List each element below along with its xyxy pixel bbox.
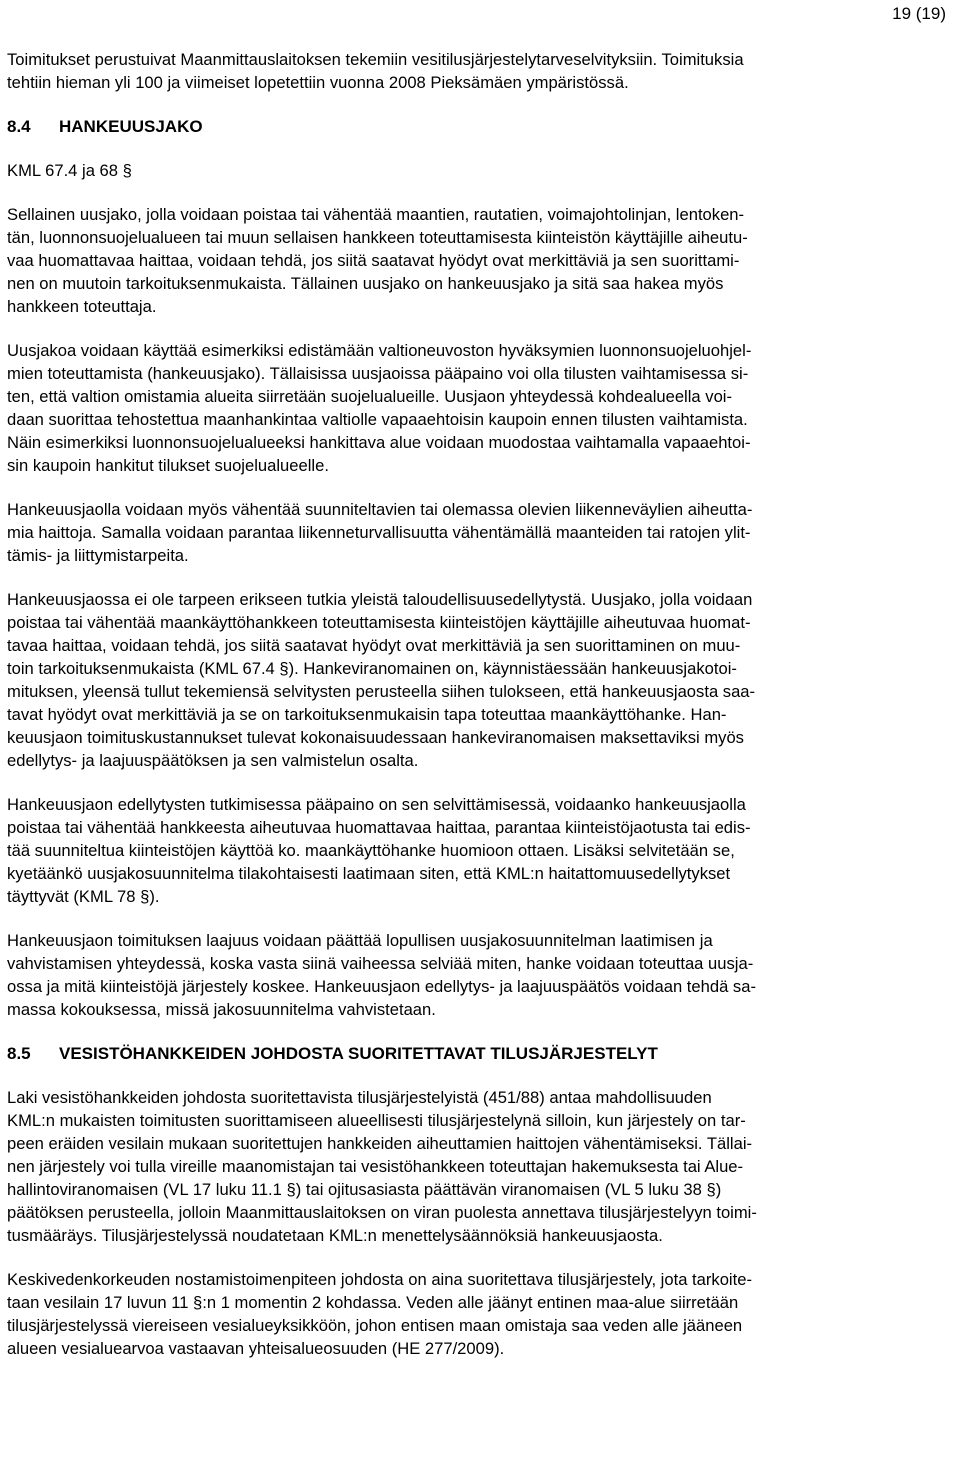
section-title: VESISTÖHANKKEIDEN JOHDOSTA SUORITETTAVAT TILUSJÄRJESTELYT: [59, 1044, 658, 1063]
text-line: peen eräiden vesilain mukaan suoritettujen hankkeiden aiheuttamien haittojen vähentämiseksi. Tällai-: [7, 1134, 753, 1153]
text-line: täyttyvät (KML 78 §).: [7, 887, 160, 906]
text-line: vaa huomattavaa haittaa, voidaan tehdä, jos siitä saatavat hyödyt ovat merkittäviä ja sen suorittami-: [7, 251, 740, 270]
text-line: ten, että valtion omistamia alueita siirretään suojelualueille. Uusjaon yhteydessä kohdealueella voi-: [7, 387, 733, 406]
section-heading-8-5: [7, 1042, 953, 1065]
text-line: tämis- ja liittymistarpeita.: [7, 546, 189, 565]
text-line: tavat hyödyt ovat merkittäviä ja se on tarkoituksenmukaisin tapa toteuttaa maankäyttöhanke. Han-: [7, 705, 727, 724]
paragraph: [7, 929, 953, 1021]
section-number: 8.5: [7, 1044, 31, 1063]
text-line: keuusjaon toimituskustannukset tulevat kokonaisuudessaan hankeviranomaisen maksettaviksi myös: [7, 728, 744, 747]
text-line: mia haittoja. Samalla voidaan parantaa liikenneturvallisuutta vähentämällä maanteiden tai ratojen ylit-: [7, 523, 751, 542]
text-line: vahvistamisen yhteydessä, koska vasta siinä vaiheessa selviää miten, hanke voidaan toteuttaa uusja-: [7, 954, 754, 973]
text-line: poistaa tai vähentää hankkeesta aiheutuvaa huomattavaa haittaa, parantaa kiinteistöjaotusta tai edis-: [7, 818, 751, 837]
text-line: Hankeuusjaossa ei ole tarpeen erikseen tutkia yleistä taloudellisuusedellytystä. Uusjako, jolla voidaan: [7, 590, 753, 609]
text-line: tehtiin hieman yli 100 ja viimeiset lopetettiin vuonna 2008 Pieksämäen ympäristössä.: [7, 73, 629, 92]
paragraph: [7, 203, 953, 318]
text-line: poistaa tai vähentää maankäyttöhankkeen toteuttamisesta kiinteistöjen käyttäjille aiheutuvaa huomat-: [7, 613, 751, 632]
text-line: Laki vesistöhankkeiden johdosta suoritettavista tilusjärjestelyistä (451/88) antaa mahdollisuuden: [7, 1088, 712, 1107]
text-line: Keskivedenkorkeuden nostamistoimenpiteen johdosta on aina suoritettava tilusjärjestely, jota tarkoite-: [7, 1270, 752, 1289]
text-line: hallintoviranomaisen (VL 17 luku 11.1 §) tai ojitusasiasta päättävän viranomaisen (VL 5 luku 38 §): [7, 1180, 722, 1199]
text-line: ossa ja mitä kiinteistöjä järjestely koskee. Hankeuusjaon edellytys- ja laajuuspäätös voidaan tehdä sa-: [7, 977, 756, 996]
text-line: alueen vesialuearvoa vastaavan yhteisalueosuuden (HE 277/2009).: [7, 1339, 505, 1358]
text-line: taan vesilain 17 luvun 11 §:n 1 momentin 2 kohdassa. Veden alle jäänyt entinen maa-alue siirretään: [7, 1293, 739, 1312]
text-line: tilusjärjestelyssä viereiseen vesialueyksikköön, johon entisen maan omistaja saa veden alle jääneen: [7, 1316, 743, 1335]
section-title: HANKEUUSJAKO: [59, 117, 203, 136]
paragraph: [7, 793, 953, 908]
paragraph: [7, 1268, 953, 1360]
page-number: 19 (19): [892, 4, 946, 23]
text-line: nen on muutoin tarkoituksenmukaista. Tällainen uusjako on hankeuusjako ja sitä saa hakea myös: [7, 274, 724, 293]
text-line: päätöksen perusteella, jolloin Maanmittauslaitoksen on viran puolesta annettava tilusjärjestelyyn toimi-: [7, 1203, 757, 1222]
text-line: Sellainen uusjako, jolla voidaan poistaa tai vähentää maantien, rautatien, voimajohtolinjan, lentoken-: [7, 205, 745, 224]
text-line: tää suunniteltua kiinteistöjen käyttöä ko. maankäyttöhanke huomioon ottaen. Lisäksi selvitetään se,: [7, 841, 735, 860]
text-line: Toimitukset perustuivat Maanmittauslaitoksen tekemiin vesitilusjärjestelytarveselvityksiin. Toimituksia: [7, 50, 744, 69]
paragraph: [7, 588, 953, 772]
text-line: Uusjakoa voidaan käyttää esimerkiksi edistämään valtioneuvoston hyväksymien luonnonsuojeluohjel-: [7, 341, 752, 360]
text-line: Hankeuusjaolla voidaan myös vähentää suunniteltavien tai olemassa olevien liikenneväylien aiheutta-: [7, 500, 753, 519]
text-line: Hankeuusjaon toimituksen laajuus voidaan päättää lopullisen uusjakosuunnitelman laatimisen ja: [7, 931, 713, 950]
text-line: toin tarkoituksenmukaista (KML 67.4 §). Hankeviranomainen on, käynnistäessään hankeuusjakotoi-: [7, 659, 737, 678]
text-line: nen järjestely voi tulla vireille maanomistajan tai vesistöhankkeen toteuttajan hakemuksesta tai Alue-: [7, 1157, 744, 1176]
text-line: mien toteuttamista (hankeuusjako). Tällaisissa uusjaoissa pääpaino voi olla tilusten vaihtamisessa si-: [7, 364, 749, 383]
text-line: KML:n mukaisten toimitusten suorittamiseen alueellisesti tilusjärjestelynä silloin, kun järjestely on tar-: [7, 1111, 746, 1130]
text-line: hankkeen toteuttaja.: [7, 297, 157, 316]
paragraph: [7, 498, 953, 567]
text-line: Hankeuusjaon edellytysten tutkimisessa pääpaino on sen selvittämisessä, voidaanko hankeuusjaolla: [7, 795, 746, 814]
text-line: massa kokouksessa, missä jakosuunnitelma vahvistetaan.: [7, 1000, 436, 1019]
paragraph: [7, 339, 953, 477]
text-line: tavaa haittaa, voidaan tehdä, jos siitä saatavat hyödyt ovat merkittäviä ja sen suorittaminen on muu-: [7, 636, 741, 655]
text-line: mituksen, yleensä tullut tekemiensä selvitysten perusteella siihen tulokseen, että hankeuusjaosta saa-: [7, 682, 756, 701]
section-number: 8.4: [7, 117, 31, 136]
intro-paragraph: [7, 48, 953, 94]
law-reference: KML 67.4 ja 68 §: [7, 161, 132, 180]
text-line: kyetäänkö uusjakosuunnitelma tilakohtaisesti laatimaan siten, että KML:n haitattomuusedellytykset: [7, 864, 731, 883]
text-line: Näin esimerkiksi luonnonsuojelualueeksi hankittava alue voidaan muodostaa vaihtamalla vapaaehtoi-: [7, 433, 751, 452]
document-body: [7, 48, 953, 1360]
text-line: tän, luonnonsuojelualueen tai muun sellaisen hankkeen toteuttamisesta kiinteistön käyttäjille aiheutu-: [7, 228, 748, 247]
text-line: daan suorittaa tehostettua maanhankintaa valtiolle vapaaehtoisin kaupoin ennen tilusten vaihtamista.: [7, 410, 748, 429]
paragraph: [7, 1086, 953, 1247]
text-line: sin kaupoin hankitut tilukset suojelualueelle.: [7, 456, 329, 475]
text-line: edellytys- ja laajuuspäätöksen ja sen valmistelun osalta.: [7, 751, 419, 770]
section-heading-8-4: [7, 115, 953, 138]
text-line: tusmääräys. Tilusjärjestelyssä noudatetaan KML:n menettelysäännöksiä hankeuusjaosta.: [7, 1226, 663, 1245]
